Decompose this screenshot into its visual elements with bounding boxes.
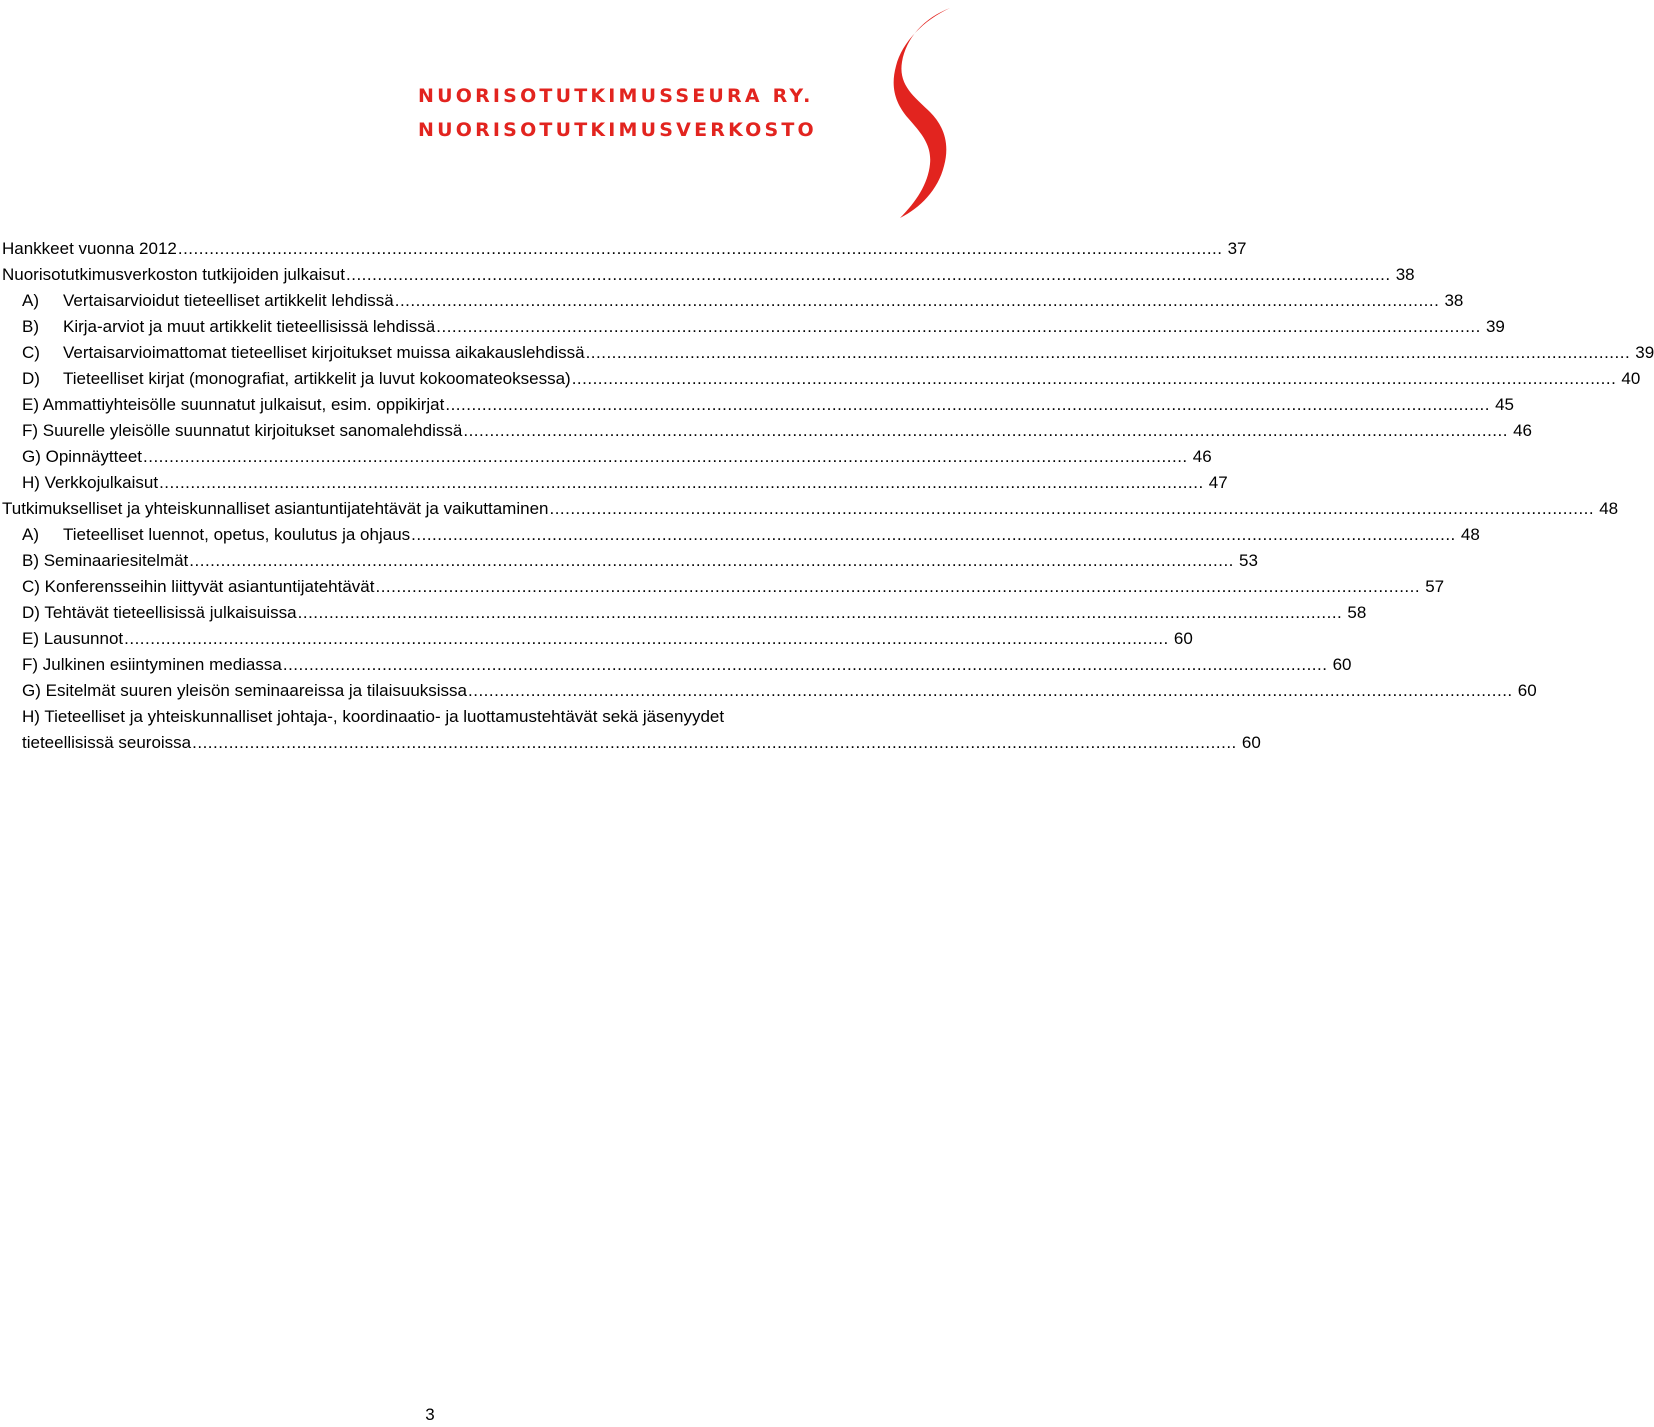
- toc-leader-dots: ........................................................................................................................................................................................................: [177, 239, 1223, 258]
- toc-page-number: 48: [1460, 525, 1480, 544]
- toc-entry-title: B) Seminaariesitelmät: [22, 551, 189, 570]
- toc-entry[interactable]: [0, 392, 1514, 418]
- toc-entry-title: F) Suurelle yleisölle suunnatut kirjoitukset sanomalehdissä: [22, 421, 463, 440]
- toc-entry-title-continuation: tieteellisissä seuroissa: [22, 733, 192, 752]
- toc-entry-title: Tieteelliset luennot, opetus, koulutus ja ohjaus: [63, 525, 411, 544]
- toc-entry-letter: A): [22, 291, 39, 310]
- toc-entry-title: Tutkimukselliset ja yhteiskunnalliset asiantuntijatehtävät ja vaikuttaminen: [2, 499, 549, 518]
- page-header: [0, 0, 960, 230]
- toc-page-number: 45: [1495, 395, 1514, 414]
- toc-entry[interactable]: [0, 574, 1445, 600]
- toc-leader-dots: ........................................................................................................................................................................................................: [468, 681, 1513, 700]
- toc-leader-dots: ........................................................................................................................................................................................................: [282, 655, 1328, 674]
- toc-page-number: 53: [1239, 551, 1258, 570]
- toc-leader-dots: ........................................................................................................................................................................................................: [585, 343, 1631, 362]
- toc-entry[interactable]: [0, 418, 1532, 444]
- toc-entry[interactable]: [0, 314, 1505, 340]
- toc-entry[interactable]: [0, 288, 1464, 314]
- toc-entry[interactable]: [0, 340, 1654, 366]
- toc-entry-title: Nuorisotutkimusverkoston tutkijoiden julkaisut: [2, 265, 345, 284]
- toc-leader-dots: ........................................................................................................................................................................................................: [189, 551, 1234, 570]
- toc-page-number: 46: [1513, 421, 1532, 440]
- toc-entry[interactable]: [0, 548, 1258, 574]
- toc-page-number: 39: [1485, 317, 1505, 336]
- toc-entry[interactable]: [0, 366, 1641, 392]
- toc-leader-dots: ........................................................................................................................................................................................................: [297, 603, 1343, 622]
- toc-entry-title: F) Julkinen esiintyminen mediassa: [22, 655, 282, 674]
- toc-entry[interactable]: [0, 236, 1247, 262]
- toc-entry-title: G) Esitelmät suuren yleisön seminaareissa ja tilaisuuksissa: [22, 681, 468, 700]
- toc-entry-title: E) Ammattiyhteisölle suunnatut julkaisut, esim. oppikirjat: [22, 395, 445, 414]
- toc-page-number: 38: [1444, 291, 1464, 310]
- network-name: NUORISOTUTKIMUSVERKOSTO: [418, 119, 817, 141]
- toc-entry-continuation[interactable]: [0, 730, 1261, 756]
- toc-page-number: 46: [1192, 447, 1212, 466]
- toc-leader-dots: ........................................................................................................................................................................................................: [463, 421, 1508, 440]
- toc-entry-letter: C): [22, 343, 40, 362]
- toc-page-number: 40: [1621, 369, 1641, 388]
- toc-page-number: 60: [1517, 681, 1537, 700]
- toc-leader-dots: ........................................................................................................................................................................................................: [143, 447, 1188, 466]
- toc-leader-dots: ........................................................................................................................................................................................................: [159, 473, 1204, 492]
- toc-entry[interactable]: [0, 262, 1415, 288]
- toc-entry[interactable]: [0, 470, 1228, 496]
- toc-entry[interactable]: [0, 496, 1619, 522]
- toc-entry-title: Vertaisarvioimattomat tieteelliset kirjoitukset muissa aikakauslehdissä: [63, 343, 585, 362]
- toc-entry-title: Tieteelliset kirjat (monografiat, artikkelit ja luvut kokoomateoksessa): [63, 369, 571, 388]
- toc-entry-title: Vertaisarvioidut tieteelliset artikkelit lehdissä: [63, 291, 394, 310]
- toc-entry-title: C) Konferensseihin liittyvät asiantuntijatehtävät: [22, 577, 375, 596]
- toc-leader-dots: ........................................................................................................................................................................................................: [192, 733, 1237, 752]
- red-s-swirl-logo-icon: [890, 4, 956, 222]
- toc-leader-dots: ........................................................................................................................................................................................................: [549, 499, 1595, 518]
- toc-page-number: 47: [1208, 473, 1228, 492]
- toc-entry-title: Kirja-arviot ja muut artikkelit tieteellisissä lehdissä: [63, 317, 436, 336]
- toc-page-number: 60: [1173, 629, 1193, 648]
- toc-entry[interactable]: [0, 444, 1212, 470]
- toc-leader-dots: ........................................................................................................................................................................................................: [445, 395, 1490, 414]
- toc-entry-letter: B): [22, 317, 39, 336]
- toc-entry[interactable]: [0, 704, 876, 730]
- toc-page-number: 39: [1635, 343, 1654, 362]
- toc-page-number: 58: [1347, 603, 1367, 622]
- toc-leader-dots: ........................................................................................................................................................................................................: [571, 369, 1617, 388]
- toc-entry-title: D) Tehtävät tieteellisissä julkaisuissa: [22, 603, 297, 622]
- toc-entry[interactable]: [0, 652, 1352, 678]
- toc-page-number: 38: [1395, 265, 1415, 284]
- toc-entry-title: E) Lausunnot: [22, 629, 124, 648]
- toc-leader-dots: ........................................................................................................................................................................................................: [124, 629, 1169, 648]
- toc-entry[interactable]: [0, 626, 1193, 652]
- toc-page-number: 37: [1227, 239, 1247, 258]
- table-of-contents: [0, 236, 1654, 756]
- toc-page-number: 60: [1332, 655, 1352, 674]
- toc-page-number: 57: [1425, 577, 1445, 596]
- org-name: NUORISOTUTKIMUSSEURA RY.: [418, 85, 814, 107]
- toc-page-number: 48: [1599, 499, 1619, 518]
- toc-entry[interactable]: [0, 600, 1367, 626]
- toc-entry-letter: D): [22, 369, 40, 388]
- toc-leader-dots: ........................................................................................................................................................................................................: [375, 577, 1421, 596]
- toc-entry-letter: A): [22, 525, 39, 544]
- toc-entry-title: H) Verkkojulkaisut: [22, 473, 159, 492]
- toc-leader-dots: ........................................................................................................................................................................................................: [436, 317, 1481, 336]
- page-number: 3: [425, 1405, 435, 1424]
- toc-page-number: 60: [1241, 733, 1261, 752]
- toc-entry-title: H) Tieteelliset ja yhteiskunnalliset johtaja-, koordinaatio- ja luottamustehtävät sekä jäsenyydet: [22, 707, 725, 726]
- toc-leader-dots: ........................................................................................................................................................................................................: [394, 291, 1440, 310]
- toc-entry-title: Hankkeet vuonna 2012: [2, 239, 177, 258]
- toc-entry[interactable]: [0, 522, 1480, 548]
- toc-entry[interactable]: [0, 678, 1537, 704]
- toc-entry-title: G) Opinnäytteet: [22, 447, 143, 466]
- toc-leader-dots: ........................................................................................................................................................................................................: [346, 265, 1391, 284]
- toc-leader-dots: ........................................................................................................................................................................................................: [411, 525, 1456, 544]
